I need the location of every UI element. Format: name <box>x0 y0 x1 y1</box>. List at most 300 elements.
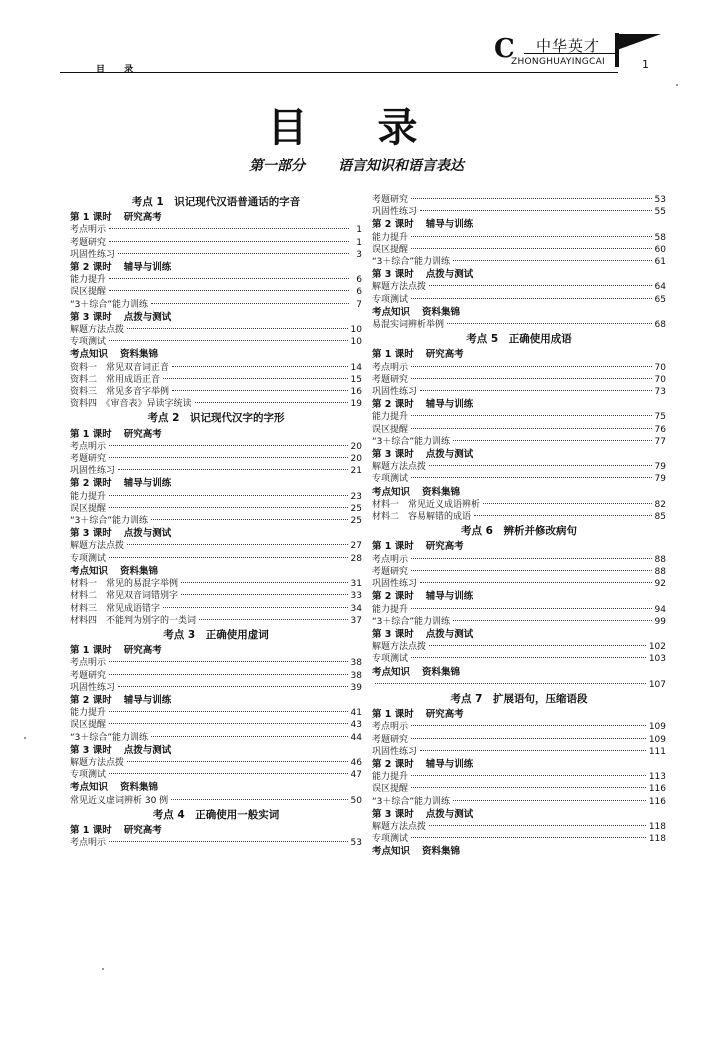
toc-entry[interactable] <box>70 491 362 503</box>
toc-entry-label: 巩固性练习 <box>70 682 116 693</box>
dot-leader <box>172 390 348 391</box>
lesson-number: 第 1 课时 <box>70 212 112 224</box>
lesson-heading <box>372 269 666 281</box>
lesson-name: 资料集锦 <box>120 349 159 361</box>
toc-entry[interactable] <box>70 615 362 627</box>
toc-entry[interactable] <box>372 554 666 566</box>
dot-leader <box>429 285 652 286</box>
lesson-number: 考点知识 <box>372 666 411 678</box>
toc-entry-page: 43 <box>350 720 362 731</box>
toc-entry-page: 58 <box>654 232 666 243</box>
lesson-number: 第 3 课时 <box>372 628 414 640</box>
toc-entry[interactable] <box>372 566 666 578</box>
dot-leader <box>118 253 349 254</box>
toc-entry[interactable] <box>372 679 666 691</box>
toc-entry[interactable] <box>70 441 362 453</box>
dot-leader <box>411 298 652 299</box>
dot-leader <box>195 402 348 403</box>
toc-entry-label: 能力提升 <box>372 604 409 615</box>
toc-entry[interactable] <box>372 499 666 511</box>
toc-entry-page: 31 <box>350 579 362 590</box>
section-heading: 考点 2 识记现代汉字的字形 <box>147 412 285 425</box>
toc-entry[interactable] <box>372 232 666 244</box>
lesson-heading <box>372 759 666 771</box>
lesson-number: 第 2 课时 <box>372 399 414 411</box>
part-name: 语言知识和语言表达 <box>337 158 464 174</box>
toc-entry[interactable] <box>70 237 362 249</box>
toc-entry[interactable] <box>70 249 362 261</box>
toc-entry-page: 50 <box>350 795 362 806</box>
toc-entry[interactable] <box>70 453 362 465</box>
toc-entry[interactable] <box>70 682 362 694</box>
toc-entry[interactable] <box>70 837 362 849</box>
lesson-name: 研究高考 <box>123 824 162 836</box>
lesson-heading <box>70 566 362 578</box>
toc-entry-page: 109 <box>648 722 666 733</box>
toc-entry[interactable] <box>70 374 362 386</box>
dot-leader <box>411 415 652 416</box>
toc-entry-label: 能力提升 <box>372 412 409 423</box>
toc-entry[interactable] <box>372 473 666 485</box>
toc-entry-page: 1 <box>356 237 362 248</box>
toc-entry-label: 巩固性练习 <box>372 207 418 218</box>
toc-entry[interactable] <box>372 436 666 448</box>
toc-entry-page: 25 <box>350 516 362 527</box>
toc-entry[interactable] <box>372 194 666 206</box>
toc-entry-label: 考题研究 <box>70 670 107 681</box>
toc-entry[interactable] <box>372 616 666 628</box>
toc-entry-page: 102 <box>648 642 666 653</box>
toc-entry-page: 7 <box>356 299 362 310</box>
dot-leader <box>429 645 646 646</box>
dot-leader <box>411 608 652 609</box>
toc-entry-page: 109 <box>648 734 666 745</box>
toc-entry[interactable] <box>70 769 362 781</box>
lesson-name: 点拨与测试 <box>123 311 172 323</box>
dot-leader <box>375 683 646 684</box>
section-heading: 考点 7 扩展语句，压缩语段 <box>450 692 588 705</box>
toc-entry[interactable] <box>372 319 666 331</box>
dot-leader <box>483 503 652 504</box>
toc-entry-label: 解题方法点拨 <box>372 462 427 473</box>
toc-entry-label: 材料二 容易解错的成语 <box>372 512 472 523</box>
toc-entry-label: 考点明示 <box>70 441 107 452</box>
toc-entry-page: 88 <box>654 566 666 577</box>
lesson-heading <box>372 591 666 603</box>
toc-entry[interactable] <box>372 294 666 306</box>
toc-entry-page: 94 <box>654 604 666 615</box>
dot-leader <box>109 445 348 446</box>
lesson-name: 资料集锦 <box>120 565 159 577</box>
lesson-heading <box>70 645 362 657</box>
lesson-name: 辅导与训练 <box>123 694 172 706</box>
toc-entry-page: 118 <box>648 821 666 832</box>
scan-speck <box>102 968 104 970</box>
toc-entry-page: 6 <box>356 287 362 298</box>
toc-entry[interactable] <box>372 771 666 783</box>
toc-entry[interactable] <box>70 286 362 298</box>
toc-entry[interactable] <box>70 503 362 515</box>
dot-leader <box>411 378 652 379</box>
toc-entry-page: 47 <box>350 770 362 781</box>
dot-leader <box>118 469 348 470</box>
toc-entry-label: 考题研究 <box>372 566 409 577</box>
toc-entry[interactable] <box>70 553 362 565</box>
toc-entry-label: 考点明示 <box>70 658 107 669</box>
dot-leader <box>109 841 348 842</box>
lesson-heading <box>70 745 362 757</box>
toc-left-column <box>70 194 362 849</box>
toc-entry-label: 材料一 常见近义成语辨析 <box>372 499 481 510</box>
toc-entry-label: 能力提升 <box>70 708 107 719</box>
toc-entry-label: 考题研究 <box>372 374 409 385</box>
lesson-name: 资料集锦 <box>422 306 461 318</box>
lesson-name: 辅导与训练 <box>425 758 474 770</box>
dot-leader <box>109 340 348 341</box>
lesson-number: 考点知识 <box>70 565 109 577</box>
dot-leader <box>127 328 348 329</box>
toc-entry-label: 解题方法点拨 <box>372 282 427 293</box>
lesson-heading <box>70 478 362 490</box>
toc-entry-page: 70 <box>654 374 666 385</box>
toc-entry[interactable] <box>372 653 666 665</box>
toc-entry-label: 考题研究 <box>372 734 409 745</box>
toc-entry[interactable] <box>70 590 362 602</box>
toc-entry[interactable] <box>70 336 362 348</box>
dot-leader <box>411 477 652 478</box>
toc-entry-label: “3＋综合”能力训练 <box>372 257 451 268</box>
toc-entry-label: 考点明示 <box>372 362 409 373</box>
toc-entry[interactable] <box>70 515 362 527</box>
lesson-heading <box>372 846 666 858</box>
dot-leader <box>411 558 652 559</box>
toc-entry-page: 111 <box>648 746 666 757</box>
dot-leader <box>151 303 349 304</box>
toc-entry-label: 专项测试 <box>372 834 409 845</box>
toc-entry[interactable] <box>70 299 362 311</box>
dot-leader <box>420 210 652 211</box>
dot-leader <box>127 544 348 545</box>
toc-entry[interactable] <box>372 511 666 523</box>
toc-entry-label: 材料一 常见的易混字举例 <box>70 579 179 590</box>
lesson-name: 辅导与训练 <box>123 262 172 274</box>
toc-entry-page: 88 <box>654 554 666 565</box>
section-heading: 考点 5 正确使用成语 <box>466 333 572 346</box>
toc-entry-label: 专项测试 <box>372 294 409 305</box>
lesson-name: 辅导与训练 <box>425 219 474 231</box>
toc-entry-page: 14 <box>350 362 362 373</box>
toc-entry-page: 3 <box>356 249 362 260</box>
toc-entry-page: 16 <box>350 387 362 398</box>
toc-entry-page: 61 <box>654 257 666 268</box>
toc-entry-page: 28 <box>350 553 362 564</box>
toc-entry[interactable] <box>372 821 666 833</box>
lesson-name: 辅导与训练 <box>123 478 172 490</box>
toc-entry-label: 资料一 常见双音词正音 <box>70 362 170 373</box>
toc-entry-label: 考题研究 <box>70 454 107 465</box>
scan-speck <box>24 737 26 739</box>
toc-entry-page: 77 <box>654 436 666 447</box>
toc-entry-label: 考点明示 <box>372 554 409 565</box>
lesson-heading <box>70 695 362 707</box>
dot-leader <box>420 390 652 391</box>
lesson-name: 研究高考 <box>425 541 464 553</box>
toc-entry[interactable] <box>70 757 362 769</box>
toc-entry-label: 巩固性练习 <box>70 249 116 260</box>
toc-entry-page: 55 <box>654 207 666 218</box>
brand-name-en: ZHONGHUAYINGCAI <box>511 57 605 67</box>
running-header: 目 录 <box>96 65 142 75</box>
toc-entry[interactable] <box>70 362 362 374</box>
toc-entry[interactable] <box>372 244 666 256</box>
dot-leader <box>411 657 646 658</box>
toc-entry-page: 113 <box>648 772 666 783</box>
dot-leader <box>151 736 347 737</box>
toc-entry[interactable] <box>372 734 666 746</box>
lesson-heading <box>372 809 666 821</box>
toc-entry-page: 41 <box>350 708 362 719</box>
lesson-heading <box>70 782 362 794</box>
lesson-number: 第 3 课时 <box>372 449 414 461</box>
lesson-name: 点拨与测试 <box>425 449 474 461</box>
lesson-number: 第 3 课时 <box>372 808 414 820</box>
toc-entry-page: 116 <box>648 784 666 795</box>
dot-leader <box>453 260 651 261</box>
toc-entry-label: 解题方法点拨 <box>70 757 125 768</box>
toc-entry-label: 考点明示 <box>372 722 409 733</box>
toc-entry[interactable] <box>70 274 362 286</box>
toc-entry-page: 15 <box>350 374 362 385</box>
toc-entry-page: 73 <box>654 387 666 398</box>
lesson-number: 第 1 课时 <box>70 824 112 836</box>
dot-leader <box>411 570 652 571</box>
toc-entry-label: 材料四 不能判为别字的一类词 <box>70 615 197 626</box>
lesson-name: 资料集锦 <box>422 846 461 858</box>
toc-entry[interactable] <box>372 281 666 293</box>
dot-leader <box>181 582 348 583</box>
toc-entry-label: “3＋综合”能力训练 <box>372 796 451 807</box>
toc-entry[interactable] <box>70 224 362 236</box>
dot-leader <box>109 457 348 458</box>
toc-entry-label: 考题研究 <box>372 195 409 205</box>
dot-leader <box>118 686 348 687</box>
lesson-heading <box>372 349 666 361</box>
dot-leader <box>109 507 348 508</box>
section-heading: 考点 1 识记现代汉语普通话的字音 <box>131 196 301 208</box>
toc-entry-label: 材料二 常见双音词错别字 <box>70 591 179 602</box>
toc-entry-label: 材料三 常见成语错字 <box>70 603 161 614</box>
lesson-heading <box>372 219 666 231</box>
toc-entry[interactable] <box>372 746 666 758</box>
toc-entry[interactable] <box>372 721 666 733</box>
toc-entry-label: 资料二 常用成语正音 <box>70 374 161 385</box>
toc-entry-label: 能力提升 <box>372 772 409 783</box>
dot-leader <box>420 582 652 583</box>
toc-entry-page: 39 <box>350 682 362 693</box>
toc-entry-label: 专项测试 <box>70 770 107 781</box>
toc-entry[interactable] <box>70 540 362 552</box>
lesson-heading <box>372 667 666 679</box>
toc-entry[interactable] <box>70 657 362 669</box>
toc-entry[interactable] <box>372 424 666 436</box>
dot-leader <box>181 594 348 595</box>
dot-leader <box>411 428 652 429</box>
lesson-number: 考点知识 <box>372 306 411 318</box>
dot-leader <box>411 787 646 788</box>
toc-entry[interactable] <box>372 461 666 473</box>
toc-entry-label: 解题方法点拨 <box>70 541 125 552</box>
toc-entry[interactable] <box>372 578 666 590</box>
toc-entry-page: 79 <box>654 462 666 473</box>
toc-entry[interactable] <box>70 386 362 398</box>
dot-leader <box>411 725 646 726</box>
lesson-name: 研究高考 <box>123 212 162 224</box>
dot-leader <box>429 825 646 826</box>
lesson-name: 辅导与训练 <box>425 399 474 411</box>
toc-entry[interactable] <box>70 398 362 410</box>
dot-leader <box>109 278 349 279</box>
toc-entry-label: 巩固性练习 <box>372 746 418 757</box>
toc-entry-page: 27 <box>350 541 362 552</box>
toc-entry[interactable] <box>70 465 362 477</box>
lesson-heading <box>70 528 362 540</box>
lesson-name: 点拨与测试 <box>425 808 474 820</box>
toc-entry-page: 21 <box>350 466 362 477</box>
toc-entry-label: 误区提醒 <box>70 503 107 514</box>
brand-mark-icon: C <box>494 34 515 64</box>
lesson-heading <box>70 312 362 324</box>
toc-entry[interactable] <box>372 641 666 653</box>
toc-entry-label: 误区提醒 <box>372 784 409 795</box>
dot-leader <box>411 248 652 249</box>
toc-entry[interactable] <box>70 707 362 719</box>
lesson-name: 研究高考 <box>425 349 464 361</box>
lesson-heading <box>70 212 362 224</box>
toc-entry[interactable] <box>70 732 362 744</box>
lesson-heading <box>70 825 362 837</box>
lesson-heading <box>372 541 666 553</box>
toc-entry-page: 92 <box>654 579 666 590</box>
dot-leader <box>411 837 646 838</box>
toc-entry-page: 25 <box>350 503 362 514</box>
toc-entry-label: 解题方法点拨 <box>372 821 427 832</box>
lesson-number: 第 3 课时 <box>70 528 112 540</box>
toc-entry-page: 37 <box>350 615 362 626</box>
toc-entry[interactable] <box>372 833 666 845</box>
lesson-number: 第 2 课时 <box>372 758 414 770</box>
toc-entry-label: “3＋综合”能力训练 <box>372 616 451 627</box>
brand-underline <box>524 53 616 54</box>
toc-entry-label: “3＋综合”能力训练 <box>70 732 149 743</box>
toc-entry-label: “3＋综合”能力训练 <box>70 516 149 527</box>
lesson-number: 第 1 课时 <box>70 645 112 657</box>
toc-entry-label: 资料三 常见多音字举例 <box>70 387 170 398</box>
toc-entry-label: 能力提升 <box>70 491 107 502</box>
toc-entry[interactable] <box>372 362 666 374</box>
lesson-name: 点拨与测试 <box>123 528 172 540</box>
dot-leader <box>109 711 348 712</box>
brand-flag-icon <box>617 34 661 50</box>
toc-entry-label: 误区提醒 <box>70 720 107 731</box>
lesson-number: 考点知识 <box>70 349 109 361</box>
toc-entry-page: 19 <box>350 399 362 410</box>
toc-entry-label: 误区提醒 <box>372 244 409 255</box>
lesson-number: 第 3 课时 <box>70 744 112 756</box>
section-heading: 考点 6 辨析并修改病句 <box>461 525 577 538</box>
lesson-heading <box>372 487 666 499</box>
dot-leader <box>453 620 651 621</box>
lesson-heading <box>372 629 666 641</box>
toc-entry-label: 巩固性练习 <box>372 579 418 590</box>
toc-entry[interactable] <box>70 670 362 682</box>
toc-entry[interactable] <box>372 374 666 386</box>
lesson-name: 点拨与测试 <box>123 744 172 756</box>
lesson-number: 第 1 课时 <box>372 541 414 553</box>
toc-entry[interactable] <box>372 796 666 808</box>
toc-entry[interactable] <box>70 578 362 590</box>
toc-entry-page: 53 <box>350 838 362 849</box>
section-heading: 考点 3 正确使用虚词 <box>163 628 269 641</box>
toc-entry-page: 65 <box>654 294 666 305</box>
toc-entry-label: 误区提醒 <box>70 287 107 298</box>
toc-entry-page: 38 <box>350 670 362 681</box>
lesson-heading <box>372 307 666 319</box>
toc-entry-page: 82 <box>654 499 666 510</box>
toc-entry-label: “3＋综合”能力训练 <box>70 299 149 310</box>
dot-leader <box>474 515 652 516</box>
toc-entry[interactable] <box>372 386 666 398</box>
toc-entry[interactable] <box>70 324 362 336</box>
toc-entry-label: 专项测试 <box>70 337 107 348</box>
dot-leader <box>163 378 348 379</box>
toc-entry-label: 专项测试 <box>70 553 107 564</box>
dot-leader <box>109 674 348 675</box>
toc-entry-label: 考点明示 <box>70 225 107 236</box>
toc-entry-page: 33 <box>350 591 362 602</box>
toc-entry[interactable] <box>372 604 666 616</box>
toc-entry[interactable] <box>70 603 362 615</box>
toc-entry[interactable] <box>372 256 666 268</box>
part-number: 第一部分 <box>249 158 306 174</box>
lesson-number: 第 2 课时 <box>70 478 112 490</box>
toc-entry[interactable] <box>372 206 666 218</box>
toc-entry-label: 考题研究 <box>70 237 107 248</box>
toc-entry[interactable] <box>70 795 362 807</box>
toc-entry[interactable] <box>372 411 666 423</box>
toc-entry[interactable] <box>70 719 362 731</box>
toc-entry-label: 巩固性练习 <box>372 387 418 398</box>
section-heading: 考点 4 正确使用一般实词 <box>152 808 280 821</box>
lesson-number: 第 3 课时 <box>70 311 112 323</box>
lesson-number: 考点知识 <box>372 846 411 858</box>
lesson-name: 研究高考 <box>425 709 464 721</box>
toc-entry-page: 99 <box>654 616 666 627</box>
toc-entry-label: 解题方法点拨 <box>372 642 427 653</box>
lesson-number: 第 2 课时 <box>70 262 112 274</box>
lesson-number: 考点知识 <box>70 782 109 794</box>
dot-leader <box>172 366 348 367</box>
dot-leader <box>453 440 651 441</box>
dot-leader <box>163 607 348 608</box>
dot-leader <box>411 236 652 237</box>
lesson-heading <box>70 349 362 361</box>
toc-entry-label: 易混实词辨析举例 <box>372 320 445 331</box>
dot-leader <box>411 366 652 367</box>
toc-entry[interactable] <box>372 783 666 795</box>
brand-name-cn: 中华英才 <box>535 37 600 55</box>
page-number: 1 <box>642 58 649 71</box>
header-rule <box>60 72 618 73</box>
